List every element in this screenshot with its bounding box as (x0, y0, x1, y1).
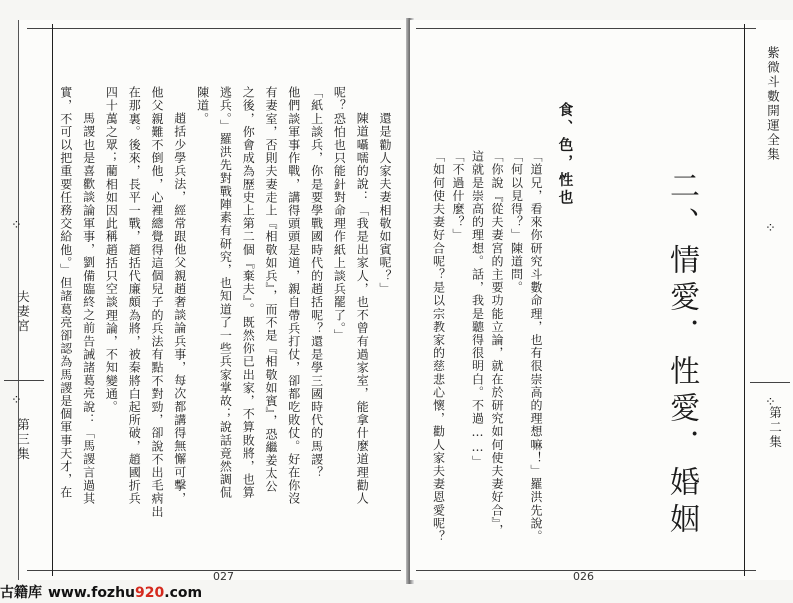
text-column: 呢？恐怕也只能針對命理作紙上談兵罷了。」 (332, 86, 347, 342)
text-column: 還是勸人家夫妻相敬如賓呢？」 (378, 112, 392, 296)
left-margin-line (52, 24, 53, 576)
chapter-title: 二、情愛．性愛．婚姻 (664, 170, 699, 540)
text-column: 他們談軍事作戰，講得頭頭是道，親自帶兵打仗，卻都吃敗仗。好在你沒 (286, 86, 301, 506)
text-column: 「道兄，看來你研究斗數命理，也有很崇高的理想嘛！」羅洪先說。 (529, 150, 543, 543)
right-page-number: 026 (573, 570, 594, 583)
right-margin-line (744, 24, 745, 576)
text-column: 「不過什麼？」 (451, 150, 465, 242)
right-register-mark: ⁘ (765, 221, 776, 236)
text-column: 「紙上談兵，你是要學戰國時代的趙括呢？還是學三國時代的馬謖？ (309, 86, 324, 479)
text-column: 陳道囁嚅的說：「我是出家人，也不曾有過家室，能拿什麼道理勸人 (355, 112, 370, 505)
left-sidebar-divider (4, 380, 44, 381)
text-column: 「你說『從夫妻宮的主要功能立論，就在於研究如何使夫妻好合』， (490, 150, 504, 537)
left-sidebar-volume: 第三集 (15, 418, 31, 462)
left-page-number: 027 (213, 570, 234, 583)
text-column: 有妻室，否則夫妻走上『相敬如兵』，而不是『相敬如賓』，恐繼姜太公 (264, 86, 278, 494)
right-sidebar-volume: 第二集 (767, 406, 783, 450)
right-page (410, 20, 793, 580)
text-column: 陳道。 (195, 86, 210, 126)
text-column: 這就是崇高的理想。話，我是聽得很明白。不過……」 (470, 150, 485, 469)
text-column: 四十萬之眾；藺相如因此稱趙括只空談理論，不知變通。 (104, 86, 119, 414)
top-rule (27, 28, 401, 29)
watermark-url-suffix: .com (164, 585, 203, 601)
text-column: 之後，你會成為歷史上第二個『棄夫』。既然你已出家，不算敗將，也算 (241, 86, 256, 500)
text-column: 趙括少學兵法，經常跟他父親趙奢談論兵事，每次都講得無懈可擊， (172, 112, 187, 505)
section-heading: 食、色，性也 (556, 102, 574, 207)
text-column: 實，不可以把重要任務交給他。」但諸葛亮卻認為馬謖是個軍事天才，在 (58, 86, 73, 500)
text-column: 「如何使夫妻好合呢？是以宗教家的慈悲心懷，勸人家夫妻恩愛呢？ (431, 150, 446, 543)
right-register-mark-2: ⁘ (765, 395, 776, 410)
watermark-url-highlight: 920 (135, 585, 165, 601)
text-column: 他父親難不倒他，心裡總覺得這個兒子的兵法有點不對勁，卻說不出毛病出 (150, 86, 164, 519)
watermark-url (48, 585, 202, 601)
right-sidebar-divider (750, 382, 790, 383)
right-sidebar-title: 紫微斗數開運全集 (765, 46, 781, 162)
site-watermark (0, 584, 202, 603)
left-page (15, 20, 411, 580)
left-register-mark: ⁘ (11, 218, 22, 233)
watermark-url-prefix: www.fozhu (48, 585, 136, 601)
text-column: 在那裏。後來，長平一戰，趙括代廉頗為將，被秦將白起所破，趙國折兵 (127, 86, 142, 506)
text-column: 逃兵。」羅洪先對戰陣素有研究，也知道了一些兵家掌故；說話竟然調侃 (218, 86, 233, 500)
text-column: 馬謖也是喜歡談論軍事，劉備臨終之前告誡諸葛亮說：「馬謖言過其 (81, 112, 96, 505)
left-register-mark-2: ⁘ (11, 393, 22, 408)
text-column: 「何以見得？」陳道問。 (509, 150, 524, 295)
left-sidebar-title: 夫妻宮 (15, 290, 31, 334)
top-rule (416, 28, 756, 29)
watermark-site-name: 古籍库 (0, 585, 42, 601)
